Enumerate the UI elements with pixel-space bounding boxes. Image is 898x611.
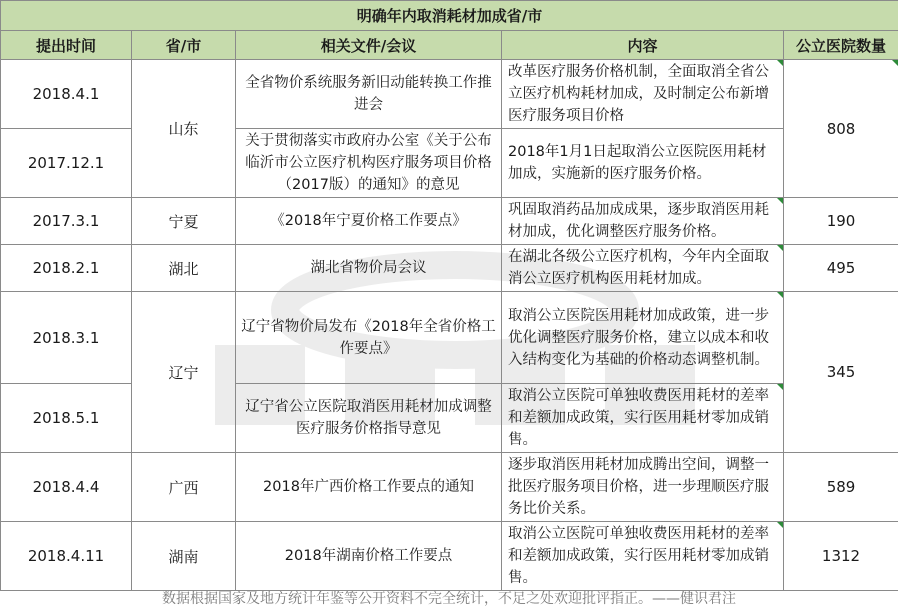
cell-content: 2018年1月1日起取消公立医院医用耗材加成，实施新的医疗服务价格。 (502, 129, 784, 198)
table-row (1, 60, 898, 129)
cell-date: 2017.12.1 (1, 129, 132, 198)
cell-hospital-count: 589 (784, 453, 898, 522)
cell-province: 湖南 (132, 522, 236, 591)
cell-date: 2018.4.1 (1, 60, 132, 129)
cell-document: 关于贯彻落实市政府办公室《关于公布临沂市公立医疗机构医疗服务项目价格（2017版）的通知》的意见 (236, 129, 502, 198)
cell-content: 逐步取消医用耗材加成腾出空间，调整一批医疗服务项目价格，进一步理顺医疗服务比价关系。 (502, 453, 784, 522)
table-title: 明确年内取消耗材加成省/市 (1, 1, 898, 31)
cell-document: 全省物价系统服务新旧动能转换工作推进会 (236, 60, 502, 129)
header-province: 省/市 (132, 31, 236, 60)
cell-document: 《2018年宁夏价格工作要点》 (236, 198, 502, 245)
cell-document: 湖北省物价局会议 (236, 245, 502, 292)
cell-province: 山东 (132, 60, 236, 198)
cell-hospital-count: 190 (784, 198, 898, 245)
footer-note: 数据根据国家及地方统计年鉴等公开资料不完全统计，不足之处欢迎批评指正。——健识君注 (162, 591, 736, 607)
header-content: 内容 (502, 31, 784, 60)
cell-hospital-count: 345 (784, 292, 898, 453)
cell-date: 2018.2.1 (1, 245, 132, 292)
cell-document: 2018年广西价格工作要点的通知 (236, 453, 502, 522)
cell-hospital-count: 495 (784, 245, 898, 292)
cell-province: 辽宁 (132, 292, 236, 453)
cell-hospital-count: 808 (784, 60, 898, 198)
cell-date: 2018.4.11 (1, 522, 132, 591)
cell-content: 在湖北各级公立医疗机构，今年内全面取消公立医疗机构医用耗材加成。 (502, 245, 784, 292)
cell-content: 改革医疗服务价格机制，全面取消全省公立医疗机构耗材加成，及时制定公布新增医疗服务项目价格 (502, 60, 784, 129)
table-row (1, 292, 898, 384)
cell-content: 取消公立医院医用耗材加成政策，进一步优化调整医疗服务价格，建立以成本和收入结构变化为基础的价格动态调整机制。 (502, 292, 784, 384)
cell-date: 2017.3.1 (1, 198, 132, 245)
cell-hospital-count: 1312 (784, 522, 898, 591)
cell-date: 2018.5.1 (1, 384, 132, 453)
cell-content: 取消公立医院可单独收费医用耗材的差率和差额加成政策，实行医用耗材零加成销售。 (502, 522, 784, 591)
cell-document: 辽宁省物价局发布《2018年全省价格工作要点》 (236, 292, 502, 384)
header-document: 相关文件/会议 (236, 31, 502, 60)
cell-content: 巩固取消药品加成成果，逐步取消医用耗材加成，优化调整医疗服务价格。 (502, 198, 784, 245)
table-row (1, 522, 898, 591)
cell-date: 2018.4.4 (1, 453, 132, 522)
cell-province: 宁夏 (132, 198, 236, 245)
cell-province: 广西 (132, 453, 236, 522)
cell-document: 2018年湖南价格工作要点 (236, 522, 502, 591)
table-row (1, 453, 898, 522)
cell-date: 2018.3.1 (1, 292, 132, 384)
header-date: 提出时间 (1, 31, 132, 60)
cell-document: 辽宁省公立医院取消医用耗材加成调整医疗服务价格指导意见 (236, 384, 502, 453)
cell-province: 湖北 (132, 245, 236, 292)
header-hospital-count: 公立医院数量 (784, 31, 898, 60)
table-row (1, 245, 898, 292)
cell-content: 取消公立医院可单独收费医用耗材的差率和差额加成政策，实行医用耗材零加成销售。 (502, 384, 784, 453)
table-row (1, 198, 898, 245)
